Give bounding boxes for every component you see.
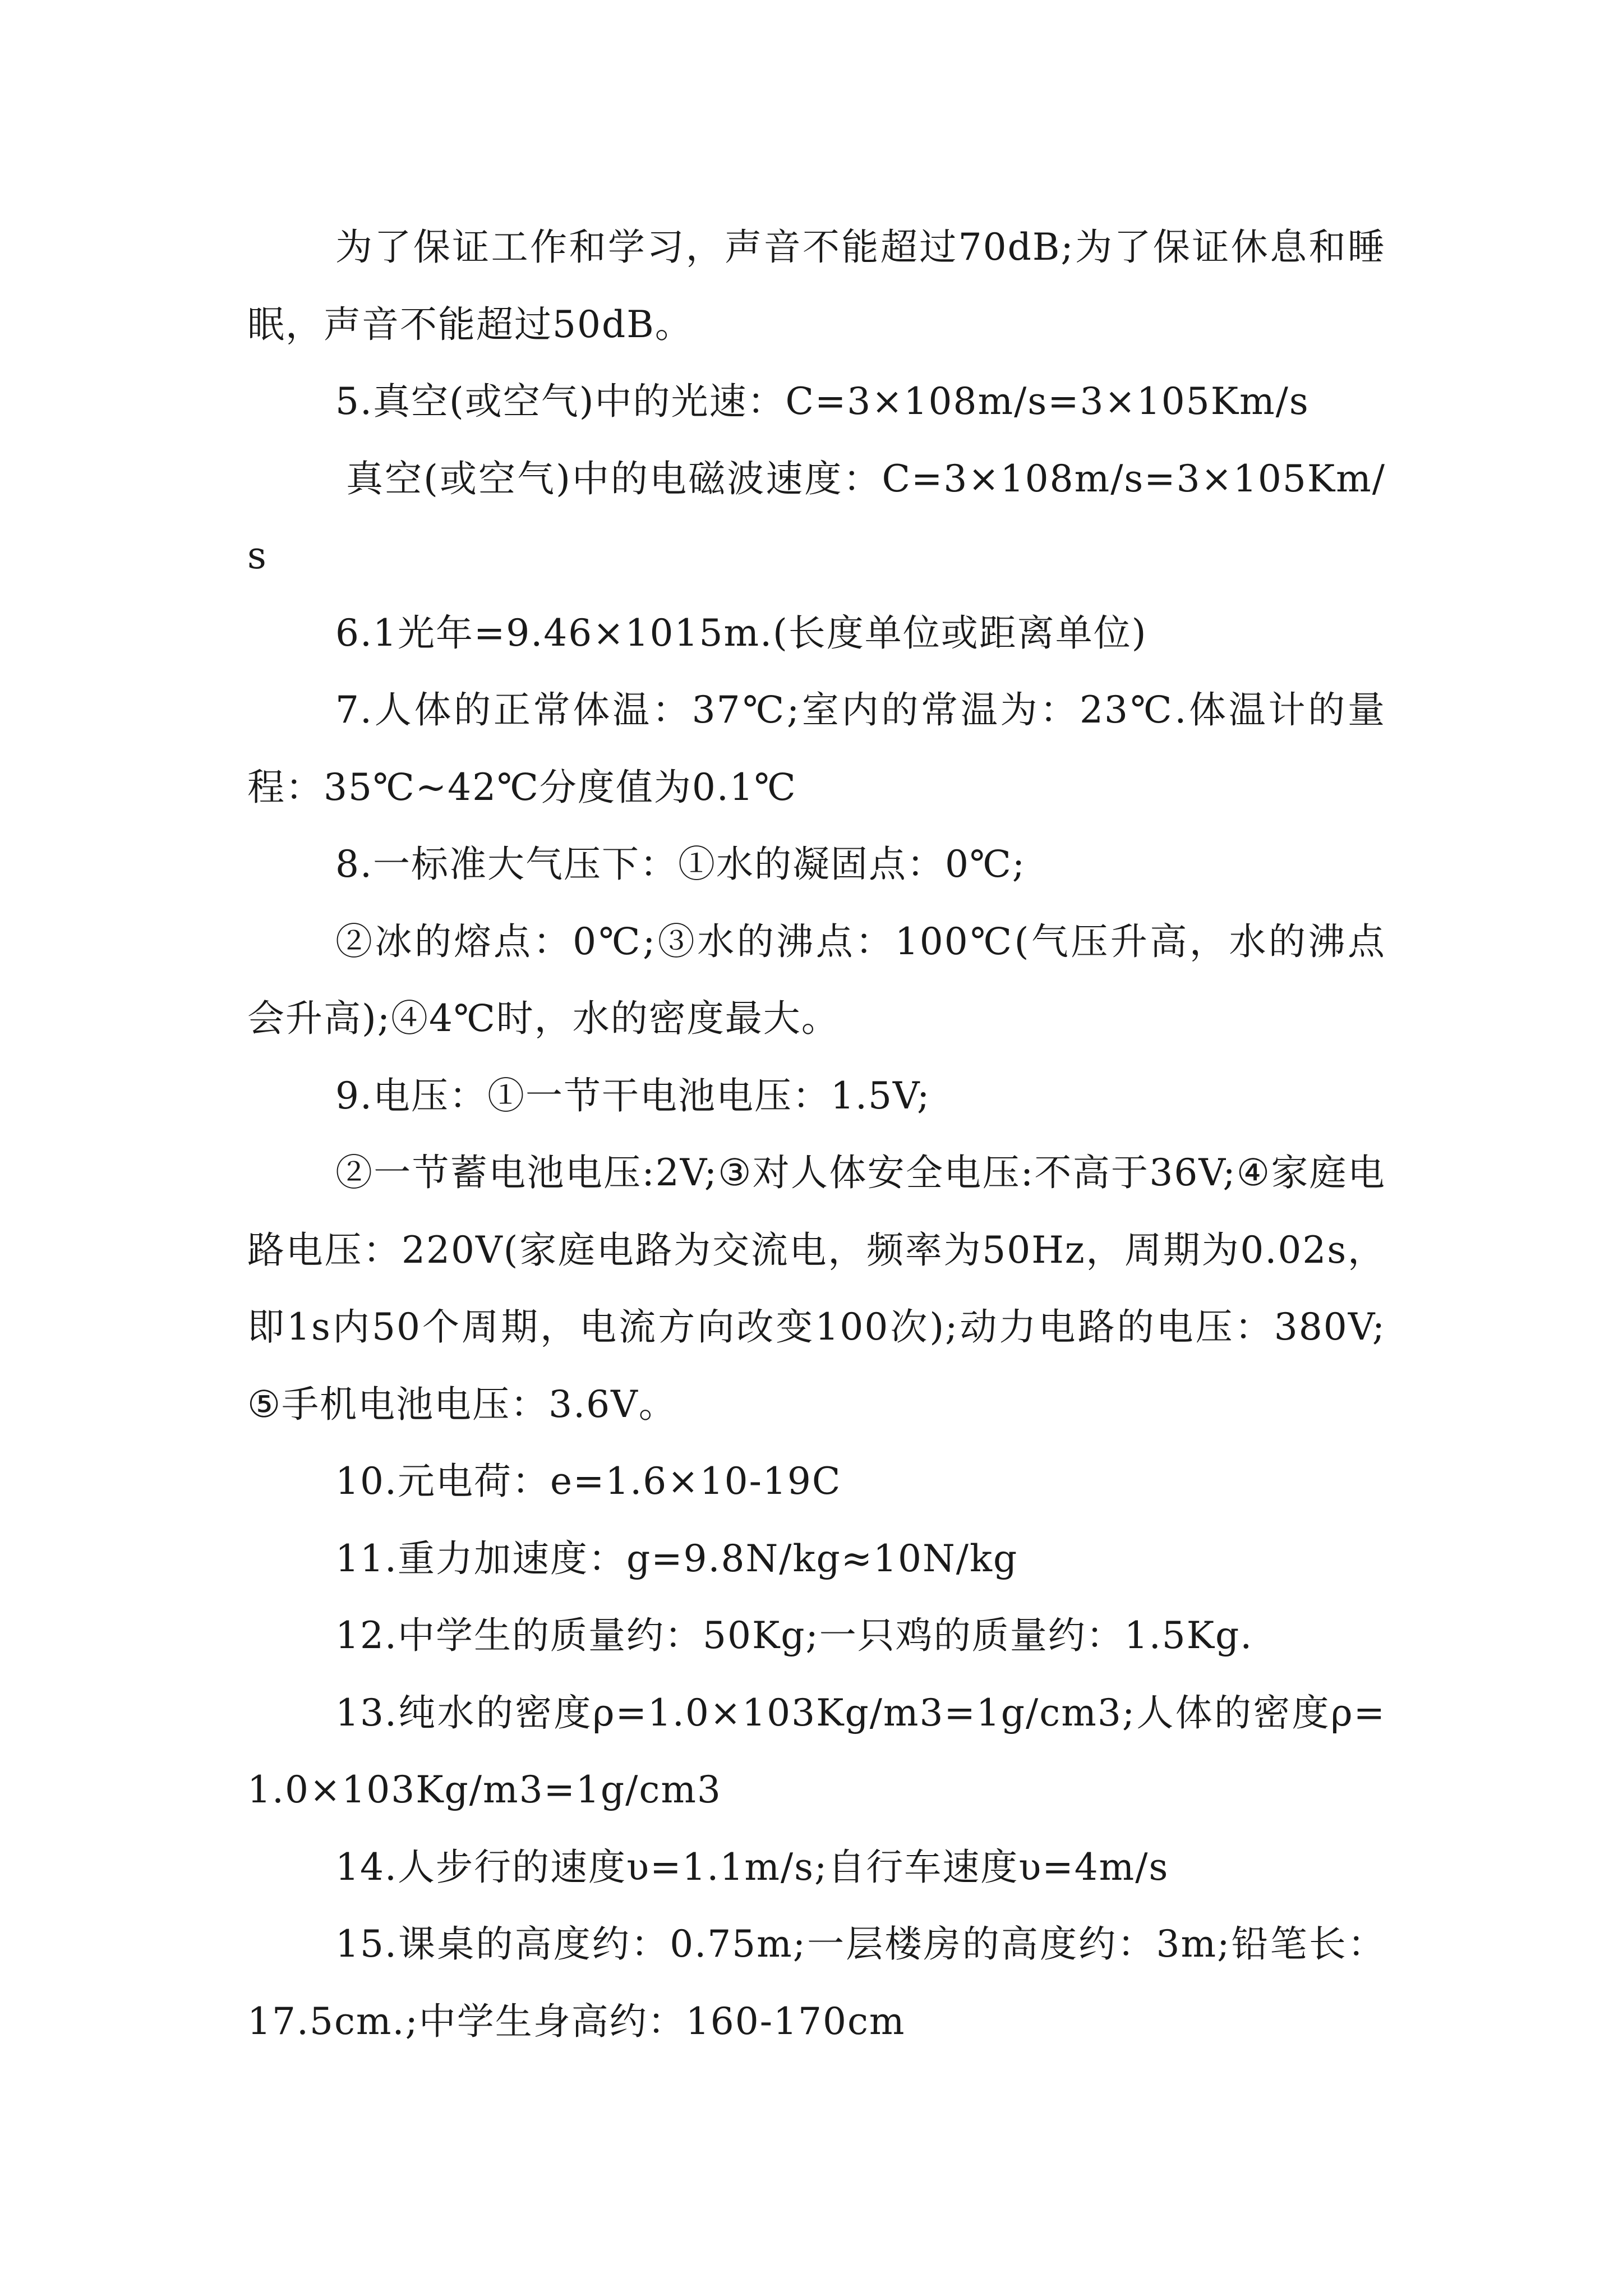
paragraph-light-speed: 5.真空(或空气)中的光速：C=3×108m/s=3×105Km/s	[335, 380, 1310, 423]
paragraph-elementary-charge: 10.元电荷：e=1.6×10-19C	[335, 1460, 842, 1503]
paragraph-melting-boiling-points: ②冰的熔点：0℃;③水的沸点：100℃(气压升高，水的沸点会升高);④4℃时，水的密度最大。	[247, 919, 1386, 1040]
paragraph-mass: 12.中学生的质量约：50Kg;一只鸡的质量约：1.5Kg.	[335, 1614, 1253, 1657]
paragraph-em-wave-speed: 真空(或空气)中的电磁波速度：C=3×108m/s=3×105Km/s	[247, 457, 1386, 577]
paragraph-speed: 14.人步行的速度υ=1.1m/s;自行车速度υ=4m/s	[335, 1845, 1169, 1889]
paragraph-light-year: 6.1光年=9.46×1015m.(长度单位或距离单位)	[335, 611, 1147, 655]
paragraph-noise-limits: 为了保证工作和学习，声音不能超过70dB;为了保证休息和睡眠，声音不能超过50dB。	[247, 226, 1386, 346]
paragraph-body-temperature: 7.人体的正常体温：37℃;室内的常温为：23℃.体温计的量程：35℃~42℃分度值为0.1℃	[247, 688, 1386, 809]
paragraph-density: 13.纯水的密度ρ=1.0×103Kg/m3=1g/cm3;人体的密度ρ=1.0×103Kg/m3=1g/cm3	[247, 1691, 1386, 1811]
paragraph-voltage-details: ②一节蓄电池电压:2V;③对人体安全电压:不高于36V;④家庭电路电压：220V(家庭电路为交流电，频率为50Hz，周期为0.02s，即1s内50个周期，电流方向改变100次);动力电路的电压：380V;⑤手机电池电压：3.6V。	[247, 1151, 1386, 1426]
paragraph-standard-pressure: 8.一标准大气压下：①水的凝固点：0℃;	[335, 843, 1026, 886]
paragraph-gravity: 11.重力加速度：g=9.8N/kg≈10N/kg	[335, 1536, 1018, 1580]
paragraph-heights: 15.课桌的高度约：0.75m;一层楼房的高度约：3m;铅笔长：17.5cm.;中学生身高约：160-170cm	[247, 1922, 1386, 2043]
document-body	[247, 209, 1386, 2060]
paragraph-voltage-heading: 9.电压：①一节干电池电压：1.5V;	[335, 1074, 931, 1117]
